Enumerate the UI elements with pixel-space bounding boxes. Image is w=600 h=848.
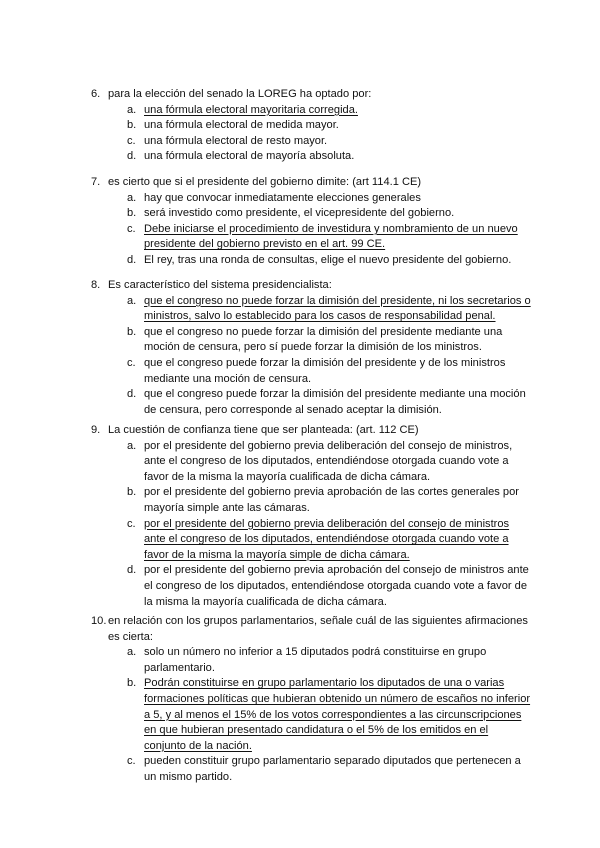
option-letter: d. bbox=[127, 150, 137, 163]
question-number: 10. bbox=[91, 615, 107, 627]
option-a bbox=[127, 103, 531, 119]
option-d bbox=[127, 149, 531, 165]
question-text: para la elección del senado la LOREG ha optado por: bbox=[108, 88, 372, 100]
option-d bbox=[127, 387, 531, 418]
option-text: será investido como presidente, el vicepresidente del gobierno. bbox=[144, 207, 455, 220]
option-text: que el congreso puede forzar la dimisión del presidente y de los ministros mediante una moción de censura. bbox=[144, 356, 506, 385]
option-text: por el presidente del gobierno previa deliberación del consejo de ministros, ante el congreso de los diputados, entendiéndose otorgada cuando vote a favor de la misma la mayoría cualificada de dicha cámara. bbox=[144, 439, 513, 483]
option-letter: b. bbox=[127, 207, 137, 220]
option-text: una fórmula electoral de medida mayor. bbox=[144, 119, 339, 132]
option-b bbox=[127, 485, 531, 516]
question-header bbox=[91, 614, 531, 645]
question-number: 6. bbox=[91, 88, 101, 100]
option-letter: b. bbox=[127, 119, 137, 132]
option-text: que el congreso no puede forzar la dimisión del presidente mediante una moción de censura, pero sí puede forzar la dimisión de los ministros. bbox=[144, 325, 503, 354]
option-text-answer: una fórmula electoral mayoritaria corregida. bbox=[144, 103, 358, 116]
option-c bbox=[127, 356, 531, 387]
option-letter: b. bbox=[127, 486, 137, 499]
option-b bbox=[127, 206, 531, 222]
question-8 bbox=[91, 278, 531, 418]
question-header bbox=[91, 175, 531, 191]
option-text: pueden constituir grupo parlamentario separado diputados que pertenecen a un mismo partido. bbox=[144, 755, 521, 783]
question-7 bbox=[91, 175, 531, 269]
option-letter: c. bbox=[127, 356, 136, 369]
option-list bbox=[127, 191, 531, 269]
question-number: 9. bbox=[91, 424, 101, 436]
option-letter: c. bbox=[127, 755, 136, 768]
question-text: es cierto que si el presidente del gobierno dimite: (art 114.1 CE) bbox=[108, 176, 422, 188]
option-text: El rey, tras una ronda de consultas, elige el nuevo presidente del gobierno. bbox=[144, 253, 512, 266]
question-text: en relación con los grupos parlamentarios, señale cuál de las siguientes afirmaciones es cierta: bbox=[108, 615, 528, 643]
option-letter: c. bbox=[127, 134, 136, 147]
option-letter: b. bbox=[127, 325, 137, 338]
option-letter: c. bbox=[127, 517, 136, 530]
option-d bbox=[127, 253, 531, 269]
question-text: La cuestión de confianza tiene que ser planteada: (art. 112 CE) bbox=[108, 424, 419, 436]
option-b bbox=[127, 676, 531, 754]
question-9 bbox=[91, 423, 531, 610]
option-letter: b. bbox=[127, 677, 137, 690]
question-text: Es característico del sistema presidencialista: bbox=[108, 279, 332, 291]
option-letter: d. bbox=[127, 564, 137, 577]
option-text: por el presidente del gobierno previa aprobación del consejo de ministros ante el congreso de los diputados, entendiéndose otorgada cuando vote a favor de la misma la mayoría cualificada de dicha cámara. bbox=[144, 564, 529, 608]
option-text-answer: por el presidente del gobierno previa deliberación del consejo de ministros ante el congreso de los diputados, entendiéndose otorgada cuando vote a favor de la misma la mayoría simple de dicha cámara. bbox=[144, 517, 510, 561]
option-c bbox=[127, 517, 531, 564]
option-text-answer: Podrán constituirse en grupo parlamentario los diputados de una o varias formaciones políticas que hubieran obtenido un número de escaños no inferior a 5, y al menos el 15% de los votos correspondientes a las circunscripciones en que hubieran presentado candidatura o el 5% de los emitidos en el conjunto de la nación. bbox=[144, 677, 531, 752]
option-letter: d. bbox=[127, 388, 137, 401]
question-header bbox=[91, 87, 531, 103]
option-text: una fórmula electoral de mayoría absoluta. bbox=[144, 150, 355, 163]
option-list bbox=[127, 439, 531, 611]
option-list bbox=[127, 103, 531, 165]
option-letter: a. bbox=[127, 191, 137, 204]
option-letter: a. bbox=[127, 439, 137, 452]
question-header bbox=[91, 278, 531, 294]
option-text-answer: que el congreso no puede forzar la dimisión del presidente, ni los secretarios o ministros, salvo lo establecido para los casos de responsabilidad penal. bbox=[144, 294, 531, 323]
option-text: por el presidente del gobierno previa aprobación de las cortes generales por mayoría simple ante las cámaras. bbox=[144, 486, 519, 514]
option-text: una fórmula electoral de resto mayor. bbox=[144, 134, 328, 147]
question-header bbox=[91, 423, 531, 439]
question-6 bbox=[91, 87, 531, 165]
option-c bbox=[127, 222, 531, 253]
question-number: 8. bbox=[91, 279, 101, 291]
option-letter: a. bbox=[127, 646, 137, 659]
option-a bbox=[127, 294, 531, 325]
option-a bbox=[127, 439, 531, 486]
option-text: solo un número no inferior a 15 diputados podrá constituirse en grupo parlamentario. bbox=[144, 646, 487, 674]
option-list bbox=[127, 294, 531, 419]
option-a bbox=[127, 191, 531, 207]
option-list bbox=[127, 645, 531, 785]
option-a bbox=[127, 645, 531, 676]
option-d bbox=[127, 563, 531, 610]
option-letter: d. bbox=[127, 253, 137, 266]
option-text: que el congreso puede forzar la dimisión del presidente mediante una moción de censura, pero corresponde al senado aceptar la dimisión. bbox=[144, 388, 526, 416]
option-letter: c. bbox=[127, 222, 136, 235]
question-10 bbox=[91, 614, 531, 786]
option-text-answer: Debe iniciarse el procedimiento de investidura y nombramiento de un nuevo presidente del gobierno previsto en el art. 99 CE. bbox=[144, 222, 518, 251]
question-number: 7. bbox=[91, 176, 101, 188]
option-c bbox=[127, 134, 531, 150]
option-letter: a. bbox=[127, 294, 137, 307]
option-letter: a. bbox=[127, 103, 137, 116]
option-b bbox=[127, 118, 531, 134]
option-text: hay que convocar inmediatamente elecciones generales bbox=[144, 191, 421, 204]
option-b bbox=[127, 325, 531, 356]
option-c bbox=[127, 754, 531, 785]
